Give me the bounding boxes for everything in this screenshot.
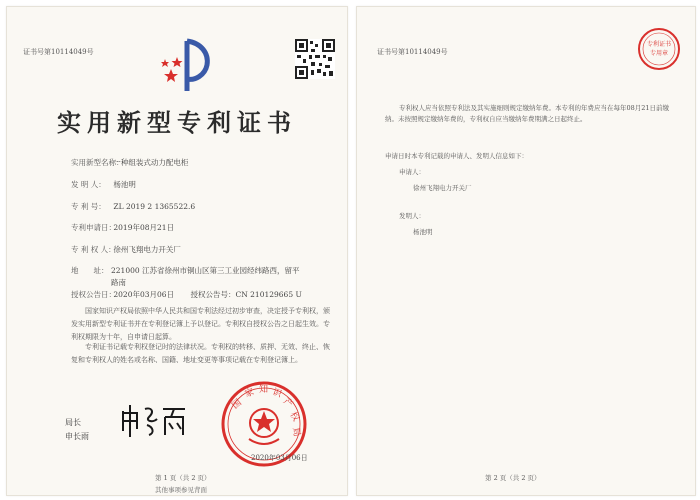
- field-value: 徐州飞翔电力开关厂: [113, 245, 181, 254]
- field-value: 一种组装式动力配电柜: [113, 158, 189, 167]
- field-label: 发 明 人：: [71, 180, 106, 189]
- field-label: 地 址：: [71, 266, 109, 275]
- field-address: [71, 265, 301, 289]
- svg-text:家: 家: [243, 387, 256, 400]
- applicant-info-intro: 申请日时本专利记载的申请人、发明人信息如下：: [385, 152, 528, 160]
- announcement-number: 授权公告号：CN 210129665 U: [190, 290, 302, 299]
- patent-office-logo-icon: [157, 35, 217, 95]
- field-value: 221000 江苏省徐州市铜山区第三工业园经纬路西，留平路南: [111, 266, 300, 287]
- annual-fee-paragraph: 专利权人应当依照专利法及其实施细则规定缴纳年费。本专利的年费应当在每年08月21日前缴纳。未按照规定缴纳年费的，专利权自应当缴纳年费期满之日起终止。: [385, 104, 670, 123]
- certificate-number: 证书号第10114049号: [23, 48, 94, 56]
- qr-code-icon: [295, 39, 335, 83]
- field-value: 2019年08月21日: [113, 223, 175, 232]
- page-number: 第 1 页（共 2 页）: [155, 474, 211, 482]
- field-label: 专 利 权 人：: [71, 245, 116, 254]
- page-number: 第 2 页（共 2 页）: [485, 474, 541, 482]
- svg-text:专用章: 专用章: [649, 50, 669, 57]
- certificate-page-front: [6, 6, 348, 496]
- seal-date: 2020年03月06日: [251, 454, 308, 462]
- director-title: 局长: [65, 418, 81, 427]
- field-value: ZL 2019 2 1365522.6: [113, 202, 196, 211]
- applicant-label: 申请人：: [399, 168, 425, 176]
- certificate-title: 实用新型专利证书: [57, 108, 297, 137]
- field-label: 专利申请日：: [71, 223, 116, 232]
- special-seal-icon: [637, 27, 681, 71]
- legal-status-paragraph: 专利证书记载专利权登记时的法律状况。专利权的转移、质押、无效、终止、恢复和专利权人的姓名或名称、国籍、地址变更等事项记载在专利登记簿上。: [71, 343, 330, 364]
- field-label: 专 利 号：: [71, 202, 106, 211]
- field-application-date: [71, 222, 174, 233]
- field-value: 2020年03月06日: [113, 290, 175, 299]
- grant-paragraph: 国家知识产权局依照中华人民共和国专利法经过初步审查，决定授予专利权，颁发实用新型专利证书并在专利登记簿上予以登记。专利权自授权公告之日起生效。专利权期限为十年，自申请日起算。: [71, 307, 330, 341]
- svg-text:局: 局: [290, 426, 302, 438]
- field-inventor: [71, 179, 136, 190]
- svg-text:国: 国: [230, 397, 244, 412]
- field-utility-model-name: [71, 157, 188, 168]
- field-announcement-date: [71, 289, 302, 300]
- svg-text:权: 权: [287, 410, 301, 424]
- inventor-value: 杨池明: [413, 228, 433, 236]
- field-patent-number: [71, 201, 195, 212]
- svg-text:知: 知: [259, 385, 269, 395]
- director-signature: [119, 401, 189, 441]
- field-label: 授权公告日：: [71, 290, 116, 299]
- certificate-number: 证书号第10114049号: [377, 48, 448, 56]
- director-name-label: 申长雨: [65, 432, 89, 441]
- svg-text:专利证书: 专利证书: [646, 41, 672, 48]
- certificate-page-back: [356, 6, 696, 496]
- inventor-label: 发明人：: [399, 212, 425, 220]
- svg-text:产: 产: [281, 396, 295, 411]
- footnote: 其他事项参见背面: [155, 486, 207, 494]
- applicant-value: 徐州飞翔电力开关厂: [413, 184, 472, 192]
- field-patentee: [71, 244, 181, 255]
- svg-text:识: 识: [270, 387, 283, 400]
- field-value: 杨池明: [113, 180, 136, 189]
- field-label: 实用新型名称：: [71, 158, 124, 167]
